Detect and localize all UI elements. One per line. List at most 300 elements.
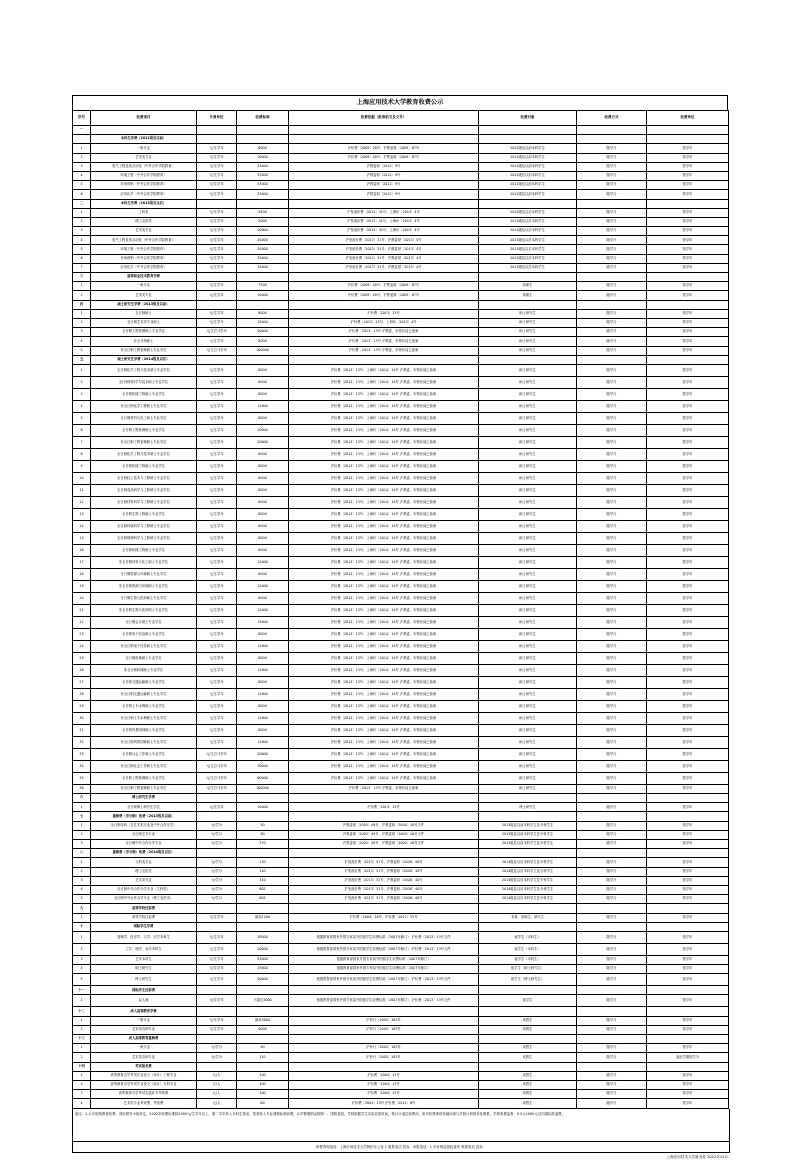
cell-target xyxy=(479,986,577,995)
cell-index: 36 xyxy=(73,784,91,793)
cell-target: 硕士研究生 xyxy=(479,346,577,355)
table-row xyxy=(73,664,729,676)
cell-standard: 100000 xyxy=(237,784,289,793)
cell-method: 随学分 xyxy=(577,190,647,199)
header-target: 收费对象 xyxy=(479,111,577,126)
cell-basis: 沪价费〔2013〕13号、上海价〔2014〕14号 沪教委、市物价局已备案 xyxy=(289,580,479,592)
cell-method: 随学分 xyxy=(577,309,647,318)
cell-period: 按学年 xyxy=(647,208,729,217)
cell-index: 2 xyxy=(73,943,91,955)
cell-item: 全日制工程管理硕士专业学位 xyxy=(91,328,197,337)
cell-unit: 元/生学年 xyxy=(197,544,237,556)
cell-basis: 沪价费〔2009〕20号、沪教委财〔2009〕87号 xyxy=(289,144,479,153)
cell-method: 随学分 xyxy=(577,245,647,254)
table-row xyxy=(73,580,729,592)
cell-period: 按学年 xyxy=(647,604,729,616)
cell-unit: 元/学分 xyxy=(197,840,237,849)
cell-basis: 沪价行〔2005〕183号 xyxy=(289,1044,479,1053)
cell-basis: 沪发改价费〔2013〕31号、沪教委财〔2013〕4号 xyxy=(289,263,479,272)
cell-unit: 元/学分 xyxy=(197,830,237,839)
cell-unit: 元/生学年 xyxy=(197,282,237,291)
cell-unit: 元/生学年 xyxy=(197,995,237,1007)
section-row xyxy=(73,986,729,995)
section-row xyxy=(73,1062,729,1071)
cell-period: 按学年 xyxy=(647,652,729,664)
cell-target xyxy=(479,794,577,803)
cell-period: 按学年 xyxy=(647,965,729,974)
cell-index: 2 xyxy=(73,1080,91,1089)
cell-standard xyxy=(237,922,289,931)
cell-method: 随学分 xyxy=(577,995,647,1007)
cell-unit: 元/生学年 xyxy=(197,664,237,676)
cell-item: 高等职业技术教育学费 xyxy=(91,273,197,282)
cell-standard xyxy=(237,986,289,995)
table-row xyxy=(73,604,729,616)
cell-period: 按学年 xyxy=(647,144,729,153)
table-row xyxy=(73,318,729,327)
cell-method: 随学分 xyxy=(577,1071,647,1080)
cell-method: 随学分 xyxy=(577,254,647,263)
cell-index: 3 xyxy=(73,955,91,964)
table-row xyxy=(73,190,729,199)
cell-item: 非全日制土木水利硕士专业学位 xyxy=(91,712,197,724)
cell-index: 4 xyxy=(73,965,91,974)
cell-period: 按学年 xyxy=(647,236,729,245)
cell-index: 一 xyxy=(73,126,91,135)
cell-basis: 沪教委财〔2012〕9号 xyxy=(289,171,479,180)
cell-item: 本科生学费（2013级及以后） xyxy=(91,199,197,208)
section-row xyxy=(73,273,729,282)
cell-target: 2014级及以后本科学生及专科学生 xyxy=(479,867,577,876)
table-row xyxy=(73,803,729,812)
section-row xyxy=(73,199,729,208)
cell-unit: 元/生学年 xyxy=(197,532,237,544)
table-row xyxy=(73,448,729,460)
table-row xyxy=(73,676,729,688)
cell-method: 随学分 xyxy=(577,236,647,245)
header-unit: 计费单位 xyxy=(197,111,237,126)
cell-standard: 35000 xyxy=(237,254,289,263)
table-row xyxy=(73,913,729,922)
cell-index: 十二 xyxy=(73,1007,91,1016)
cell-target: 硕士研究生 xyxy=(479,472,577,484)
cell-standard: 60000 xyxy=(237,772,289,784)
cell-item: 电气工程及其自动化（中外合作学院教育） xyxy=(91,236,197,245)
cell-period: 按学年 xyxy=(647,736,729,748)
cell-unit: 元/生学年 xyxy=(197,913,237,922)
table-row xyxy=(73,245,729,254)
cell-item: 全日制生物工程硕士专业学位 xyxy=(91,508,197,520)
table-row xyxy=(73,876,729,885)
cell-unit: 元/人 xyxy=(197,1090,237,1099)
cell-method: 随学分 xyxy=(577,181,647,190)
cell-standard: 12000 xyxy=(237,664,289,676)
cell-index: 四 xyxy=(73,300,91,309)
cell-target: 2013级及以前本科学生及专科学生 xyxy=(479,830,577,839)
cell-unit xyxy=(197,126,237,135)
cell-standard xyxy=(237,1062,289,1071)
cell-item: 非全日制化学工程硕士专业学位 xyxy=(91,400,197,412)
cell-basis: 沪价费〔2013〕13号、上海价〔2014〕14号 沪教委、市物价局已备案 xyxy=(289,568,479,580)
cell-method xyxy=(577,986,647,995)
cell-basis xyxy=(289,812,479,821)
cell-standard: 20000 xyxy=(237,436,289,448)
cell-method: 随学分 xyxy=(577,664,647,676)
cell-index: 1 xyxy=(73,1044,91,1053)
cell-unit: 元/生学年 xyxy=(197,309,237,318)
cell-basis: 沪价费〔2013〕13号 xyxy=(289,309,479,318)
cell-index: 14 xyxy=(73,520,91,532)
table-row xyxy=(73,556,729,568)
cell-standard: 8000 xyxy=(237,448,289,460)
cell-target: 2012级及以前本科学生 xyxy=(479,144,577,153)
cell-standard: 100 xyxy=(237,1090,289,1099)
cell-standard xyxy=(237,199,289,208)
cell-standard xyxy=(237,126,289,135)
cell-method: 随学分 xyxy=(577,424,647,436)
cell-basis: 沪教委财〔2012〕9号 xyxy=(289,162,479,171)
cell-period: 按学年 xyxy=(647,162,729,171)
cell-item: 全日制风景园林硕士专业学位 xyxy=(91,724,197,736)
cell-method xyxy=(577,1062,647,1071)
cell-basis: 沪教委财〔2003〕49号、沪教委财〔2004〕18号文件 xyxy=(289,840,479,849)
cell-unit: 元/人 xyxy=(197,1071,237,1080)
cell-item: 一般专业 xyxy=(91,1044,197,1053)
cell-method: 随学分 xyxy=(577,724,647,736)
cell-basis xyxy=(289,849,479,858)
cell-index: 1 xyxy=(73,364,91,376)
cell-basis: 沪价费〔2013〕13号、上海价〔2014〕14号 沪教委、市物价局已备案 xyxy=(289,664,479,676)
cell-unit: 元/生总·3学年 xyxy=(197,346,237,355)
table-row xyxy=(73,520,729,532)
cell-basis: 沪发改价费〔2013〕31号、沪教委财〔2008〕40号 xyxy=(289,885,479,894)
cell-index: 4 xyxy=(73,885,91,894)
cell-basis: 沪价费〔2013〕13号、上海价〔2014〕14号 沪教委、市物价局已备案 xyxy=(289,712,479,724)
cell-basis: 沪价费〔2013〕13号、上海价〔2014〕14号 沪教委、市物价局已备案 xyxy=(289,412,479,424)
cell-index: 2 xyxy=(73,830,91,839)
cell-basis: 沪价费〔2004〕13号 xyxy=(289,1080,479,1089)
cell-basis xyxy=(289,986,479,995)
cell-unit: 元/生学年 xyxy=(197,217,237,226)
cell-item: 硕士研究生学费（2014级及以后） xyxy=(91,355,197,364)
cell-target: 2013级及以后本科学生 xyxy=(479,217,577,226)
cell-basis: 沪价费〔2013〕13号、上海价〔2014〕14号 沪教委、市物价局已备案 xyxy=(289,700,479,712)
cell-period: 按学年 xyxy=(647,568,729,580)
cell-period: 按学年 xyxy=(647,263,729,272)
cell-basis: 沪价费〔2013〕13号、上海价〔2014〕14号 沪教委、市物价局已备案 xyxy=(289,460,479,472)
cell-method: 随学分 xyxy=(577,346,647,355)
cell-item: 高等教育自学考试实践环节考核费 xyxy=(91,1090,197,1099)
cell-item: 一般专业 xyxy=(91,144,197,153)
cell-method: 随学分 xyxy=(577,484,647,496)
cell-standard: 30000 xyxy=(237,974,289,986)
table-row xyxy=(73,412,729,424)
cell-period: 按学年 xyxy=(647,895,729,904)
cell-index: 十三 xyxy=(73,1035,91,1044)
cell-period xyxy=(647,922,729,931)
section-row xyxy=(73,794,729,803)
cell-method: 随学分 xyxy=(577,388,647,400)
cell-period xyxy=(647,355,729,364)
cell-index: 1 xyxy=(73,931,91,943)
cell-index: 1 xyxy=(73,803,91,812)
cell-period xyxy=(647,135,729,144)
cell-period: 按学年 xyxy=(647,227,729,236)
cell-unit: 元/生学年 xyxy=(197,254,237,263)
cell-standard: 8000 xyxy=(237,496,289,508)
cell-target: 硕士研究生 xyxy=(479,544,577,556)
cell-method xyxy=(577,135,647,144)
cell-item: 艺术类专业 xyxy=(91,153,197,162)
cell-method: 随学分 xyxy=(577,736,647,748)
cell-standard: 8000 xyxy=(237,700,289,712)
cell-basis xyxy=(289,135,479,144)
cell-index: 12 xyxy=(73,496,91,508)
cell-basis: 沪价费〔2009〕20号、沪教委财〔2009〕87号 xyxy=(289,282,479,291)
table-row xyxy=(73,616,729,628)
table-row xyxy=(73,821,729,830)
cell-method: 随学分 xyxy=(577,472,647,484)
cell-item: 理工农医类 xyxy=(91,867,197,876)
cell-method: 随学分 xyxy=(577,532,647,544)
cell-period: 按学年 xyxy=(647,803,729,812)
cell-basis: 根据教育部国家外国专家局外国留学生收费标准（2007年修订） 沪价费〔2013〕13号文件 xyxy=(289,974,479,986)
table-row xyxy=(73,153,729,162)
cell-period: 按学年 xyxy=(647,1016,729,1025)
cell-basis xyxy=(289,126,479,135)
cell-item: 硕士研究生 xyxy=(91,965,197,974)
cell-item: 非全日制社会工作硕士专业学位 xyxy=(91,760,197,772)
section-row xyxy=(73,904,729,913)
cell-target: 2013级及以后本科学生 xyxy=(479,254,577,263)
cell-period: 按学年 xyxy=(647,1025,729,1034)
cell-method: 随学分 xyxy=(577,760,647,772)
cell-target: 高职生 xyxy=(479,282,577,291)
section-row xyxy=(73,300,729,309)
cell-item: 全日制机械工程硕士专业学位 xyxy=(91,544,197,556)
cell-index: 21 xyxy=(73,604,91,616)
cell-unit: 元/学分 xyxy=(197,867,237,876)
cell-period: 按学年 xyxy=(647,532,729,544)
cell-item: 全日制硕士 xyxy=(91,309,197,318)
cell-basis: 沪价费〔2013〕13号、上海价〔2014〕14号 沪教委、市物价局已备案 xyxy=(289,508,479,520)
cell-item: 重修费（学分制）收费（2014级及以后） xyxy=(91,849,197,858)
cell-method xyxy=(577,126,647,135)
cell-method: 随学分 xyxy=(577,412,647,424)
cell-target: 硕士研究生 xyxy=(479,580,577,592)
cell-method: 随学分 xyxy=(577,144,647,153)
cell-index: 2 xyxy=(73,291,91,300)
cell-target: 硕士研究生 xyxy=(479,640,577,652)
cell-index: 5 xyxy=(73,245,91,254)
table-row xyxy=(73,965,729,974)
cell-item: 非全日制电子信息硕士专业学位 xyxy=(91,640,197,652)
cell-standard: 35000 xyxy=(237,263,289,272)
cell-target: 硕士研究生 xyxy=(479,748,577,760)
fee-notice-document xyxy=(72,95,728,1160)
cell-basis: 沪价费〔2013〕13号、上海价〔2014〕14号 沪教委、市物价局已备案 xyxy=(289,388,479,400)
cell-basis xyxy=(289,1035,479,1044)
cell-period: 按学年 xyxy=(647,520,729,532)
table-row xyxy=(73,840,729,849)
cell-method: 随学分 xyxy=(577,217,647,226)
cell-period: 按学年 xyxy=(647,245,729,254)
cell-index: 十一 xyxy=(73,986,91,995)
cell-unit xyxy=(197,922,237,931)
cell-item: 非全日制工程管理硕士专业学位 xyxy=(91,346,197,355)
cell-method: 随学分 xyxy=(577,1080,647,1089)
cell-item: 理工农医类 xyxy=(91,217,197,226)
cell-basis: 沪发改价费〔2013〕31号、沪教委财〔2008〕40号 xyxy=(289,895,479,904)
table-row xyxy=(73,1025,729,1034)
table-row xyxy=(73,254,729,263)
cell-index: 五 xyxy=(73,355,91,364)
cell-index: 5 xyxy=(73,412,91,424)
cell-unit: 元/生学年 xyxy=(197,144,237,153)
cell-unit: 元/生学年 xyxy=(197,974,237,986)
cell-target xyxy=(479,1007,577,1016)
cell-item: 全日制化学工程与技术硕士专业学位 xyxy=(91,448,197,460)
cell-item: 艺术类各种专业 xyxy=(91,1025,197,1034)
cell-unit: 元/生学年 xyxy=(197,460,237,472)
cell-basis: 沪价费〔2013〕13号、上海价〔2014〕14号 沪教委、市物价局已备案 xyxy=(289,496,479,508)
cell-unit: 元/生学年 xyxy=(197,245,237,254)
cell-standard: 10000 xyxy=(237,227,289,236)
cell-unit: 元/生学年 xyxy=(197,931,237,943)
table-row xyxy=(73,291,729,300)
cell-standard: 30000 xyxy=(237,760,289,772)
cell-basis: 沪价费〔2013〕13号、上海价〔2014〕14号 沪教委、市物价局已备案 xyxy=(289,448,479,460)
cell-item: 非全日制工程管理硕士专业学位 xyxy=(91,436,197,448)
header-index: 序号 xyxy=(73,111,91,126)
section-row xyxy=(73,922,729,931)
cell-basis: 沪价费〔2013〕13号、上海价〔2014〕14号 沪教委、市物价局已备案 xyxy=(289,532,479,544)
table-row xyxy=(73,974,729,986)
cell-method: 随学分 xyxy=(577,282,647,291)
cell-method: 随学分 xyxy=(577,544,647,556)
cell-period: 按学年 xyxy=(647,436,729,448)
cell-period: 按学年 xyxy=(647,876,729,885)
cell-index: 26 xyxy=(73,664,91,676)
cell-method: 随学分 xyxy=(577,376,647,388)
cell-basis: 沪发改价费〔2013〕31号、上海价〔2013〕4号 xyxy=(289,217,479,226)
cell-method xyxy=(577,199,647,208)
cell-standard: 12000 xyxy=(237,580,289,592)
cell-index: 11 xyxy=(73,484,91,496)
cell-period xyxy=(647,1007,729,1016)
cell-method xyxy=(577,794,647,803)
cell-target: 2013级及以前本科学生及专科学生 xyxy=(479,840,577,849)
cell-unit: 元/生学年 xyxy=(197,556,237,568)
cell-basis: 沪教委财〔2003〕49号、沪教委财〔2004〕18号文件 xyxy=(289,830,479,839)
table-row xyxy=(73,772,729,784)
cell-standard: 10000 xyxy=(237,153,289,162)
cell-unit: 元/生学年 xyxy=(197,724,237,736)
cell-standard: 8000 xyxy=(237,532,289,544)
cell-unit: 元/生学年 xyxy=(197,580,237,592)
cell-basis: 沪价费〔2013〕13号 沪教委、市物价局已备案 xyxy=(289,328,479,337)
cell-item: 双人间 xyxy=(91,995,197,1007)
cell-basis: 沪发改价费〔2013〕31号、上海价〔2013〕4号 xyxy=(289,208,479,217)
cell-standard: 33000 xyxy=(237,162,289,171)
cell-unit xyxy=(197,849,237,858)
cell-period xyxy=(647,300,729,309)
cell-index: 4 xyxy=(73,236,91,245)
table-row xyxy=(73,364,729,376)
cell-period: 按学年 xyxy=(647,1090,729,1099)
cell-standard: 130 xyxy=(237,858,289,867)
cell-unit: 元/生学年 xyxy=(197,364,237,376)
table-row xyxy=(73,688,729,700)
cell-basis: 沪价费〔2013〕13号、上海价〔2014〕14号 沪教委、市物价局已备案 xyxy=(289,472,479,484)
cell-basis: 沪价费〔2013〕13号、上海价〔2014〕14号 沪教委、市物价局已备案 xyxy=(289,616,479,628)
table-row xyxy=(73,760,729,772)
cell-target: 2012级及以前本科学生 xyxy=(479,171,577,180)
cell-target: 硕士研究生 xyxy=(479,712,577,724)
cell-index: 七 xyxy=(73,812,91,821)
cell-standard: 100 xyxy=(237,1071,289,1080)
cell-method: 随学分 xyxy=(577,830,647,839)
cell-period: 按学年 xyxy=(647,943,729,955)
cell-basis: 沪价费〔2013〕13号、上海价〔2014〕14号 沪教委、市物价局已备案 xyxy=(289,748,479,760)
cell-method: 随学分 xyxy=(577,592,647,604)
cell-unit: 元/生学年 xyxy=(197,640,237,652)
cell-target: 留学生（硕士研究生） xyxy=(479,965,577,974)
cell-method: 随学分 xyxy=(577,913,647,922)
cell-unit: 元/生学年 xyxy=(197,291,237,300)
cell-target: 硕士研究生 xyxy=(479,664,577,676)
cell-basis: 沪教委财〔2003〕49号、沪教委财〔2004〕18号文件 xyxy=(289,821,479,830)
cell-item: 非全日制交通运输硕士专业学位 xyxy=(91,688,197,700)
cell-basis: 沪价费〔2013〕13号、上海价〔2014〕14号 沪教委、市物价局已备案 xyxy=(289,484,479,496)
cell-standard: 7500 xyxy=(237,282,289,291)
cell-standard: 270 xyxy=(237,840,289,849)
header-standard: 收费标准 xyxy=(237,111,289,126)
cell-target: 成教生 xyxy=(479,1016,577,1025)
cell-unit: 元/生学年 xyxy=(197,700,237,712)
cell-standard: 8000 xyxy=(237,544,289,556)
cell-standard: 最高3000 xyxy=(237,1016,289,1025)
cell-target: 硕士研究生 xyxy=(479,652,577,664)
cell-unit: 元/人 xyxy=(197,1099,237,1108)
cell-item: 考试报名费 xyxy=(91,1062,197,1071)
cell-target: 硕士研究生 xyxy=(479,616,577,628)
cell-method: 随学分 xyxy=(577,640,647,652)
cell-unit: 元/生学年 xyxy=(197,955,237,964)
cell-basis xyxy=(289,794,479,803)
cell-method: 随学分 xyxy=(577,1090,647,1099)
cell-target: 2014级及以后本科学生及专科学生 xyxy=(479,876,577,885)
cell-standard: 100 xyxy=(237,1080,289,1089)
cell-unit: 元/生学年 xyxy=(197,412,237,424)
table-row xyxy=(73,217,729,226)
cell-item: 博士研究生学费 xyxy=(91,794,197,803)
section-row xyxy=(73,355,729,364)
cell-method: 随学分 xyxy=(577,858,647,867)
table-row xyxy=(73,144,729,153)
cell-standard: 110 xyxy=(237,1053,289,1062)
cell-item: 高等学校住宿费 xyxy=(91,913,197,922)
cell-standard: 8000 xyxy=(237,309,289,318)
cell-method: 随学分 xyxy=(577,580,647,592)
cell-method: 随学分 xyxy=(577,171,647,180)
table-row xyxy=(73,328,729,337)
cell-basis: 沪价费〔2013〕13号 xyxy=(289,803,479,812)
cell-method: 随学分 xyxy=(577,943,647,955)
cell-target xyxy=(479,1062,577,1071)
cell-target: 硕士研究生 xyxy=(479,736,577,748)
cell-unit: 元/生学年 xyxy=(197,604,237,616)
